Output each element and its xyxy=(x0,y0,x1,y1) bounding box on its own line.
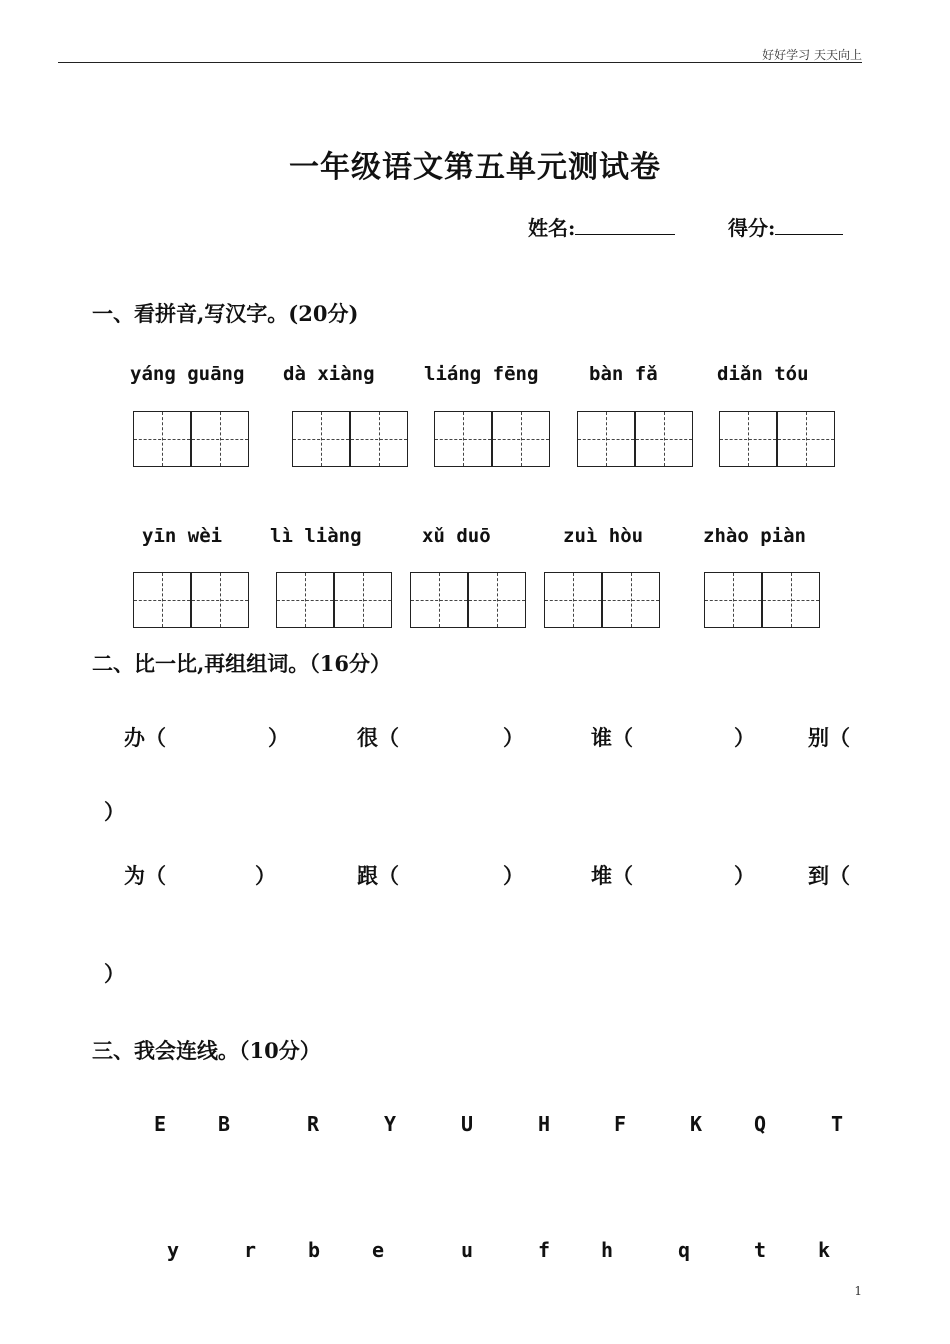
header-text: 好好学习 天天向上 xyxy=(762,48,862,62)
lowercase-letter[interactable]: k xyxy=(818,1238,831,1262)
writing-grid-box[interactable] xyxy=(635,411,693,467)
writing-grid-box[interactable] xyxy=(544,572,602,628)
paren-close: ） xyxy=(255,863,276,888)
lowercase-letter[interactable]: f xyxy=(538,1238,551,1262)
writing-grid-box[interactable] xyxy=(492,411,550,467)
pinyin: liáng fēng xyxy=(424,363,539,385)
writing-grid-box[interactable] xyxy=(719,411,777,467)
uppercase-letter[interactable]: H xyxy=(538,1112,551,1136)
writing-grid-box[interactable] xyxy=(292,411,350,467)
writing-grid-box[interactable] xyxy=(704,572,762,628)
lowercase-letter[interactable]: q xyxy=(678,1238,691,1262)
uppercase-letter[interactable]: B xyxy=(218,1112,231,1136)
writing-grid-box[interactable] xyxy=(191,572,249,628)
section2-heading: 二、比一比,再组组词。（16分） xyxy=(92,651,392,676)
uppercase-letter[interactable]: E xyxy=(154,1112,167,1136)
lowercase-letter[interactable]: e xyxy=(372,1238,385,1262)
name-blank xyxy=(575,214,675,235)
section3-heading: 三、我会连线。（10分） xyxy=(92,1038,321,1063)
lowercase-letter[interactable]: y xyxy=(167,1238,180,1262)
uppercase-letter[interactable]: U xyxy=(461,1112,474,1136)
paren-close: ） xyxy=(104,961,125,986)
lowercase-letter[interactable]: b xyxy=(308,1238,321,1262)
uppercase-letter[interactable]: K xyxy=(690,1112,703,1136)
lowercase-letter[interactable]: r xyxy=(244,1238,257,1262)
uppercase-letter[interactable]: F xyxy=(614,1112,627,1136)
pinyin: zuì hòu xyxy=(563,525,644,547)
paren-close: ） xyxy=(734,863,755,888)
paren-close: ） xyxy=(268,725,289,750)
writing-grid-box[interactable] xyxy=(191,411,249,467)
paren-close: ） xyxy=(104,799,125,824)
writing-grid-box[interactable] xyxy=(468,572,526,628)
writing-grid-box[interactable] xyxy=(777,411,835,467)
writing-grid-box[interactable] xyxy=(602,572,660,628)
writing-grid-box[interactable] xyxy=(577,411,635,467)
paren-close: ） xyxy=(734,725,755,750)
pinyin: dà xiàng xyxy=(283,363,375,385)
uppercase-letter[interactable]: Y xyxy=(384,1112,397,1136)
writing-grid-box[interactable] xyxy=(133,411,191,467)
writing-grid-box[interactable] xyxy=(434,411,492,467)
section1-heading: 一、看拼音,写汉字。(20分) xyxy=(92,301,359,326)
pinyin: yīn wèi xyxy=(142,525,223,547)
writing-grid-box[interactable] xyxy=(133,572,191,628)
word-prompt: 很（ xyxy=(357,725,399,750)
pinyin: diǎn tóu xyxy=(717,363,809,385)
writing-grid-box[interactable] xyxy=(350,411,408,467)
pinyin: lì liàng xyxy=(270,525,362,547)
page-number: 1 xyxy=(854,1284,862,1298)
writing-grid-box[interactable] xyxy=(410,572,468,628)
score-field xyxy=(728,212,843,241)
writing-grid-box[interactable] xyxy=(762,572,820,628)
word-prompt: 办（ xyxy=(124,725,166,750)
word-prompt: 别（ xyxy=(808,725,850,750)
pinyin: xǔ duō xyxy=(422,525,491,547)
pinyin: yáng guāng xyxy=(130,363,245,385)
word-prompt: 谁（ xyxy=(591,725,633,750)
score-blank xyxy=(775,214,843,235)
name-label: 姓名: xyxy=(528,216,576,240)
header-rule xyxy=(58,62,862,63)
name-field xyxy=(528,212,675,241)
pinyin: bàn fǎ xyxy=(589,363,658,385)
uppercase-letter[interactable]: T xyxy=(831,1112,844,1136)
lowercase-letter[interactable]: t xyxy=(754,1238,767,1262)
lowercase-letter[interactable]: h xyxy=(601,1238,614,1262)
word-prompt: 到（ xyxy=(808,863,850,888)
page-title: 一年级语文第五单元测试卷 xyxy=(289,150,661,185)
uppercase-letter[interactable]: R xyxy=(307,1112,320,1136)
lowercase-letter[interactable]: u xyxy=(461,1238,474,1262)
score-label: 得分: xyxy=(728,216,776,240)
word-prompt: 跟（ xyxy=(357,863,399,888)
paren-close: ） xyxy=(503,725,524,750)
paren-close: ） xyxy=(503,863,524,888)
word-prompt: 为（ xyxy=(124,863,166,888)
pinyin: zhào piàn xyxy=(703,525,806,547)
uppercase-letter[interactable]: Q xyxy=(754,1112,767,1136)
writing-grid-box[interactable] xyxy=(276,572,334,628)
word-prompt: 堆（ xyxy=(591,863,633,888)
writing-grid-box[interactable] xyxy=(334,572,392,628)
